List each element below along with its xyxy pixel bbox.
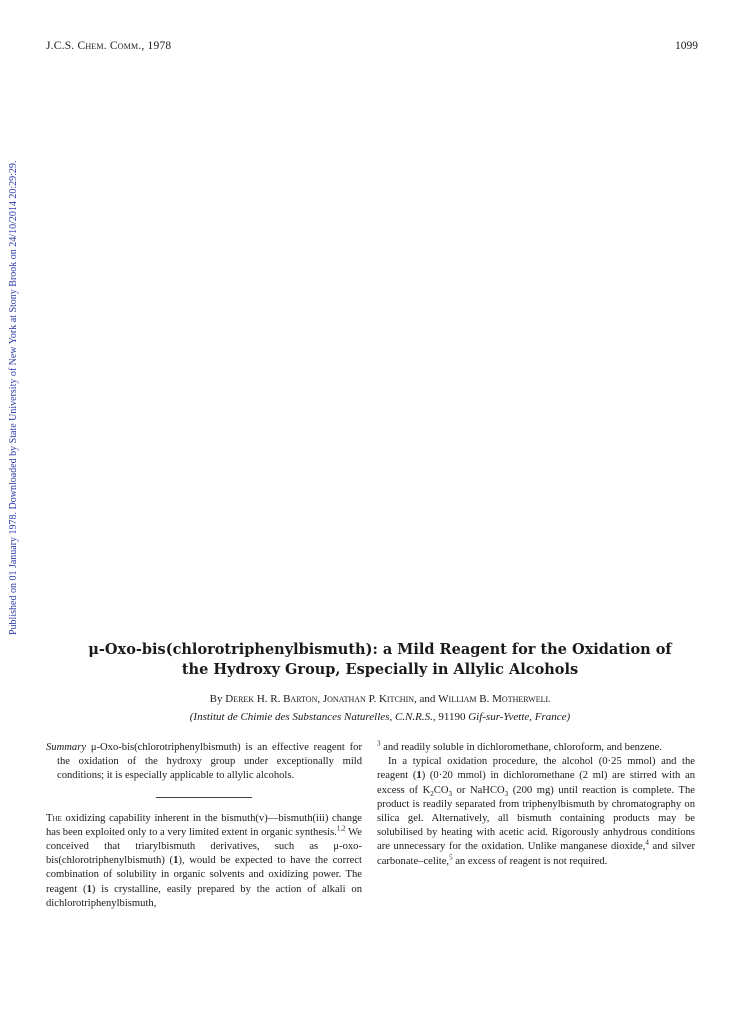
subscript: 3 <box>504 789 509 798</box>
body-paragraph-2 <box>377 755 695 869</box>
reference-marker: 4 <box>645 838 649 847</box>
compound-number: 1 <box>86 883 92 895</box>
author-line: By Derek H. R. Barton, Jonathan P. Kitchin, and William B. Motherwell <box>209 693 551 705</box>
text-run: or NaHCO <box>451 784 505 796</box>
text-run: ) (0·20 mmol) in dichloromethane (2 ml) are stirred with an excess of K <box>377 770 695 796</box>
compound-number: 1 <box>416 770 422 782</box>
title-line-1: μ-Oxo-bis(chlorotriphenylbismuth): a Mild Reagent for the Oxidation of <box>88 641 672 658</box>
author-1: Derek H. R. Barton <box>225 693 318 705</box>
summary-text: μ-Oxo-bis(chlorotriphenylbismuth) is an effective reagent for the oxidation of the hydroxy group under exceptionally mild conditions; it is especially applicable to allylic alcohols. <box>57 742 362 782</box>
subscript: 3 <box>448 789 452 798</box>
author-3: William B. Motherwell <box>438 693 551 705</box>
city: Gif-sur-Yvette, France) <box>468 711 571 723</box>
text-run: oxidizing capability inherent in the bismuth(v)—bismuth(iii) change has been exploited only to a very limited extent in organic synthesis. <box>46 812 362 838</box>
postcode: 91190 <box>435 711 469 723</box>
left-column <box>46 741 362 911</box>
affiliation <box>60 711 700 723</box>
text-run: (200 mg) until reaction is complete. The product is readily separated from triphenylbismuth by chromatography on silica gel. Alternatively, all bismuth containing products may be solubilised by heating with acetic acid. Rigorously anhydrous conditions are unnecessary for the oxidation. Unlike manganese dioxide, <box>377 784 695 853</box>
page-number: 1099 <box>675 40 698 52</box>
text-run: In a typical oxidation procedure, the alcohol (0·25 mmol) and the reagent ( <box>377 756 695 782</box>
text-run: an excess of reagent is not required. <box>452 855 608 867</box>
article-title <box>60 640 700 680</box>
text-run: CO <box>433 784 449 796</box>
reference-marker: 3 <box>377 739 381 748</box>
journal-year: , 1978 <box>141 40 172 52</box>
summary-paragraph <box>46 741 362 784</box>
text-run: ), would be expected to have the correct combination of solubility in organic solvents and oxidizing power. The reagent ( <box>46 855 362 895</box>
reference-marker: 5 <box>449 853 453 862</box>
text-run: and readily soluble in dichloromethane, chloroform, and benzene. <box>380 742 663 753</box>
reference-marker: 1,2 <box>336 824 346 833</box>
summary-label: Summary <box>46 742 87 753</box>
text-run: and silver carbonate–celite, <box>377 841 695 867</box>
right-column <box>377 741 695 869</box>
author-2: Jonathan P. Kitchin <box>322 693 415 705</box>
journal-name: Chem. Comm. <box>77 40 142 52</box>
body-paragraph-1 <box>46 812 362 911</box>
journal-prefix: J.C.S. <box>46 40 75 52</box>
by-label: By <box>209 693 223 705</box>
subscript: 2 <box>430 789 434 798</box>
text-run: ) is crystalline, easily prepared by the action of alkali on dichlorotriphenylbismuth, <box>46 883 362 909</box>
text-run: We conceived that triarylbismuth derivatives, such as μ-oxo-bis(chlorotriphenylbismuth) ( <box>46 826 363 867</box>
body-paragraph-1-cont <box>377 741 695 755</box>
and-label: , and <box>414 693 436 705</box>
title-line-2: the Hydroxy Group, Especially in Allylic Alcohols <box>181 661 579 678</box>
download-watermark: Published on 01 January 1978. Downloaded by State University of New York at Stony Brook on 24/10/2014 20:29:29. <box>8 160 19 635</box>
section-divider <box>156 797 252 798</box>
running-header <box>46 40 171 52</box>
compound-number: 1 <box>173 855 179 867</box>
lead-word: The <box>46 812 62 824</box>
institute: (Institut de Chimie des Substances Naturelles, C.N.R.S., <box>189 711 436 723</box>
